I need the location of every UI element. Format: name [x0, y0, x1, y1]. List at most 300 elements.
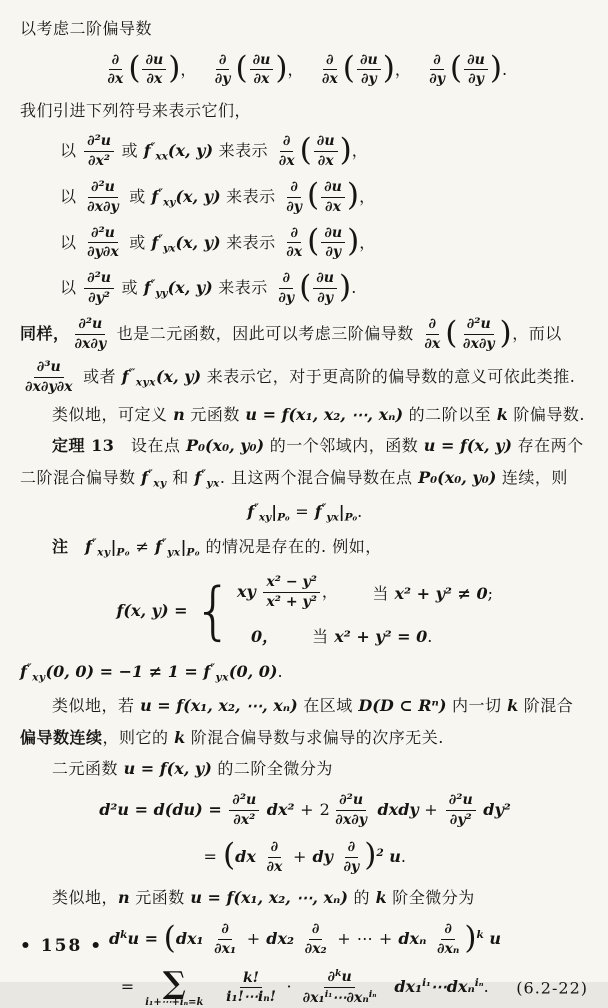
text-run: 阶偏导数. — [507, 404, 585, 424]
fraction-numerator — [446, 792, 476, 811]
math-text: ∂²u — [339, 791, 364, 808]
big-paren: ( — [163, 919, 176, 956]
math-text: ∂x — [107, 71, 124, 88]
fraction-numerator — [280, 133, 294, 152]
fraction — [250, 52, 274, 89]
math-text: P₀(x₀, y₀) — [185, 436, 265, 456]
text-run: 二元函数 — [52, 759, 124, 779]
fraction-denominator — [275, 289, 297, 307]
math-text: (0, 0) = −1 ≠ 1 = f — [45, 662, 211, 682]
superscript: i₁ — [324, 989, 333, 1001]
fraction-numerator — [430, 52, 444, 71]
math-text: ∂x₂ — [304, 940, 327, 957]
formula-dku-line-2 — [120, 964, 490, 1008]
fraction-denominator — [84, 198, 122, 216]
math-text: ∂ — [111, 51, 120, 68]
fraction — [421, 316, 443, 353]
math-text: f — [85, 537, 92, 557]
math-text: i₁!⋯iₙ! — [226, 989, 276, 1006]
fraction — [84, 133, 114, 170]
text-run: · — [280, 977, 298, 997]
fraction-denominator — [300, 988, 380, 1007]
math-text: u = f(x₁, x₂, ⋯, xₙ) — [140, 696, 298, 716]
math-text: ∂y — [360, 71, 377, 88]
math-text: ∂u — [467, 51, 485, 68]
big-paren: ( — [449, 50, 463, 87]
text-run — [69, 537, 86, 556]
fraction-denominator — [319, 70, 341, 88]
math-text: dx₁ — [175, 928, 210, 948]
fraction-numerator — [345, 839, 359, 858]
superscript: ″ — [158, 232, 164, 245]
math-text: ∂ — [433, 51, 441, 68]
math-text: u — [341, 969, 352, 986]
text-run: ， — [180, 59, 197, 79]
fraction-numerator — [250, 52, 274, 71]
fraction — [84, 270, 114, 307]
text-run: + 2 — [294, 799, 331, 819]
fraction-numerator — [109, 52, 123, 71]
math-text: dxdy — [371, 799, 419, 819]
big-paren: ( — [128, 50, 141, 87]
big-paren: ( — [299, 268, 312, 305]
math-text: dy² — [477, 799, 511, 819]
fraction-numerator — [287, 225, 301, 244]
text-run: 连续，则 — [496, 467, 568, 487]
subscript: xyx — [135, 376, 156, 389]
subscript: P₀ — [344, 512, 358, 525]
paragraph-notation-intro: 我们引进下列符号来表示它们， — [20, 101, 252, 121]
text-run: 元函数 — [129, 888, 191, 908]
math-text: (x, y) — [167, 140, 214, 160]
subscript: xx — [155, 150, 168, 163]
text-run: 或 — [116, 140, 144, 160]
math-text: ∂xₙ — [436, 940, 460, 957]
text-run: 设在点 — [114, 436, 186, 456]
math-text: f(x, y) = — [116, 601, 188, 621]
superscript: ″ — [26, 662, 33, 675]
fraction-numerator — [426, 316, 440, 335]
fraction-denominator — [263, 858, 285, 876]
fraction-denominator — [85, 289, 113, 307]
piecewise-row-1-condition — [372, 581, 493, 604]
fraction — [321, 179, 345, 216]
text-run: . — [351, 278, 357, 298]
superscript: ″ — [91, 537, 98, 550]
subscript: yy — [155, 287, 168, 300]
theorem-13-line-1 — [20, 433, 590, 459]
fraction — [276, 133, 298, 170]
subscript: P₀ — [277, 512, 290, 525]
text-run: 在区域 — [297, 696, 359, 716]
math-text: ∂y — [468, 71, 484, 88]
math-text: ∂x∂y — [74, 335, 107, 352]
math-text: ∂y² — [88, 290, 110, 307]
math-text: ∂u — [145, 51, 164, 68]
paragraph-third-order-2 — [20, 359, 590, 396]
fraction — [357, 52, 381, 89]
piecewise-brace: { — [193, 573, 233, 647]
math-text: dx₂ — [266, 928, 300, 948]
fraction — [22, 359, 76, 396]
math-text: ∂y — [214, 71, 231, 88]
text-run: = — [289, 502, 315, 522]
math-text: dxₙ — [398, 928, 432, 948]
piecewise-row-1-expression — [237, 574, 338, 611]
big-paren: ( — [299, 131, 312, 168]
superscript: k — [120, 929, 128, 942]
text-run: = — [203, 846, 223, 866]
fraction — [263, 574, 320, 611]
fraction-denominator — [314, 289, 336, 307]
fraction-numerator — [263, 574, 320, 593]
fraction-numerator — [309, 921, 323, 940]
fraction-numerator — [464, 316, 494, 335]
piecewise-row-2-condition — [312, 624, 433, 647]
math-text: ∂x — [146, 71, 163, 88]
superscript: ″ — [210, 662, 216, 675]
text-run: + — [418, 799, 444, 819]
fraction-numerator — [34, 359, 64, 378]
text-run: ，而以 — [512, 323, 562, 343]
text-run: 以 — [60, 140, 83, 160]
text-run: 来表示 — [220, 232, 282, 252]
text-run: ， — [394, 59, 412, 79]
fraction-denominator — [426, 70, 448, 88]
text-run: 以 — [60, 278, 83, 298]
fraction — [275, 270, 297, 307]
superscript: iₙ — [368, 989, 377, 1001]
math-text: u = f(x, y) — [123, 759, 212, 779]
superscript: ″ — [150, 141, 156, 154]
fraction-denominator — [322, 198, 344, 216]
math-text: ∂y — [286, 198, 302, 215]
math-text: ∂x∂y — [462, 335, 495, 352]
text-run: ; — [487, 583, 494, 603]
text-run: . — [277, 662, 284, 682]
fraction-denominator — [223, 988, 279, 1006]
big-paren: ) — [339, 268, 352, 305]
formula-d2u-line-1 — [20, 792, 590, 829]
text-run: + — [287, 846, 313, 866]
text-run: . 且这两个混合偏导数在点 — [219, 467, 419, 487]
math-text: xy — [236, 581, 262, 601]
summation-limits — [145, 997, 203, 1008]
text-run: 内一切 — [446, 696, 508, 716]
text-run: ， — [321, 581, 339, 601]
math-text: n — [173, 404, 185, 424]
big-paren: ) — [382, 50, 395, 87]
math-text: k — [375, 888, 387, 908]
fraction-denominator — [315, 152, 337, 170]
math-text: (x, y) — [155, 366, 202, 386]
math-text: ∂ — [326, 51, 334, 68]
equation-tag: (6.2-22) — [516, 978, 588, 998]
subscript: xy — [163, 196, 176, 209]
fraction — [460, 316, 498, 353]
paragraph-k-order-2 — [20, 725, 590, 751]
math-text: ∂ — [290, 224, 298, 241]
text-run: 和 — [166, 467, 195, 487]
fraction-denominator — [283, 198, 305, 216]
fraction-numerator — [75, 316, 105, 335]
fraction-denominator — [22, 378, 76, 396]
math-text: ∂ — [347, 838, 356, 855]
math-text: ⋯∂xₙ — [332, 990, 369, 1007]
math-text: ∂x² — [233, 811, 256, 828]
subscript: yx — [215, 672, 229, 685]
fraction-denominator — [465, 70, 487, 88]
superscript: ″ — [254, 502, 259, 515]
math-text: k — [507, 696, 519, 716]
big-paren: ( — [445, 314, 458, 351]
math-text: P₀(x₀, y₀) — [418, 467, 497, 487]
math-text: ∂ — [311, 920, 320, 937]
math-text: ∂²u — [87, 270, 112, 287]
text-run: = — [120, 977, 141, 997]
math-text: dx — [235, 846, 262, 866]
math-text: ∂²u — [90, 224, 115, 241]
math-text: f — [314, 502, 322, 522]
math-text: ∂x — [317, 152, 334, 169]
text-run: 或 — [116, 278, 144, 298]
text-run: + — [241, 928, 267, 948]
text-run: . — [400, 846, 407, 866]
formula-dku-line-1 — [20, 921, 590, 958]
fraction-denominator — [332, 811, 370, 829]
big-paren: ) — [364, 837, 377, 874]
math-text: ∂y∂x — [87, 244, 119, 261]
subscript: yx — [167, 546, 181, 559]
fraction — [332, 792, 370, 829]
sigma-icon: ∑ — [162, 964, 186, 1001]
math-text: f — [155, 537, 162, 557]
math-text: (0, 0) — [228, 662, 278, 682]
math-text: d²u = d(du) = — [99, 799, 228, 819]
superscript: 2 — [376, 846, 384, 859]
math-text: u = f(x₁, x₂, ⋯, xₙ) — [190, 888, 348, 908]
text-run: 来表示 — [213, 140, 274, 160]
big-paren: ) — [489, 50, 503, 87]
fraction — [84, 179, 122, 216]
math-text: ∂ — [270, 838, 279, 855]
text-run: ， — [351, 140, 369, 160]
math-text: ∂x₁ — [302, 990, 325, 1007]
fraction — [263, 839, 285, 876]
math-text: ∂x₁ — [214, 940, 237, 957]
math-text: ∂x — [424, 335, 441, 352]
superscript: ″ — [147, 468, 154, 481]
superscript: k — [335, 968, 342, 980]
fraction-denominator — [263, 593, 320, 611]
text-run: . — [483, 977, 490, 997]
math-text: ∂x — [253, 71, 270, 88]
fraction-numerator — [218, 921, 232, 940]
math-text: ∂u — [252, 51, 271, 68]
fraction-denominator — [251, 70, 273, 88]
piecewise-row-2 — [237, 624, 494, 647]
subscript: P₀ — [116, 546, 130, 559]
text-run: 阶混合 — [518, 696, 574, 716]
math-text: D(D ⊂ Rⁿ) — [358, 696, 447, 716]
text-run: 类似地，若 — [52, 696, 141, 716]
notation-line-uxy — [60, 179, 590, 216]
math-text: f — [20, 662, 27, 682]
fraction-denominator — [72, 335, 110, 353]
fraction-denominator — [84, 243, 122, 261]
fraction — [464, 52, 488, 89]
math-text: ∂ — [221, 920, 229, 937]
text-run: 来表示 — [212, 278, 274, 298]
math-text: | — [110, 537, 117, 557]
math-text: ∂x — [266, 858, 283, 875]
text-run: 也是二元函数，因此可以考虑三阶偏导数 — [111, 323, 420, 343]
text-run: 以 — [60, 186, 83, 206]
fraction-denominator — [104, 70, 126, 88]
paragraph-third-order-1 — [20, 316, 590, 353]
fraction-denominator — [211, 940, 239, 958]
subscript: xy — [32, 672, 46, 685]
text-run: 或 — [123, 186, 152, 206]
text-run: 当 — [312, 627, 335, 647]
subscript: xy — [258, 512, 272, 525]
math-text: dx₁ — [394, 977, 423, 997]
fraction-denominator — [434, 940, 462, 958]
formula-piecewise — [20, 574, 590, 648]
superscript: ‴ — [128, 366, 136, 379]
text-run: 的一个邻域内，函数 — [264, 436, 424, 456]
text-run: 元函数 — [184, 404, 246, 424]
piecewise-row-2-expression — [251, 624, 278, 647]
superscript: ″ — [158, 186, 164, 199]
fraction-numerator — [268, 839, 282, 858]
subscript: xy — [153, 477, 167, 490]
math-text: u = f(x₁, x₂, ⋯, xₙ) — [245, 404, 404, 424]
math-text: ∂x∂y — [335, 811, 367, 828]
math-text: ∂y — [343, 858, 360, 875]
fraction — [321, 225, 345, 262]
math-text: | — [180, 537, 187, 557]
subscript: yx — [326, 512, 339, 525]
fraction-denominator — [143, 70, 165, 88]
fraction — [72, 316, 110, 353]
big-paren: ( — [222, 837, 236, 874]
text-run: 或者 — [77, 366, 122, 386]
fraction-numerator — [321, 225, 345, 244]
big-paren: ) — [499, 314, 513, 351]
subscript: xy — [97, 546, 111, 559]
text-run: 当 — [372, 583, 395, 603]
math-text: ∂x — [321, 71, 338, 88]
math-text: n — [118, 888, 130, 908]
math-text: dy — [312, 846, 339, 866]
fraction — [426, 52, 448, 89]
math-text: 0， — [250, 627, 279, 647]
formula-mixed-values — [20, 659, 590, 687]
text-run: 阶全微分为 — [386, 888, 475, 908]
math-text: f — [141, 467, 148, 487]
fraction-numerator — [464, 52, 488, 71]
big-paren: ) — [346, 177, 360, 214]
formula-dku-line-2-wrap — [20, 964, 590, 1008]
fraction-denominator — [85, 152, 113, 170]
fraction-numerator — [313, 270, 337, 289]
fraction-numerator — [84, 270, 114, 289]
text-run: . — [502, 59, 508, 79]
math-text: ∂u — [324, 224, 343, 241]
fraction-denominator — [212, 70, 234, 88]
subscript: yx — [163, 242, 176, 255]
math-text: ∂ — [290, 178, 298, 195]
math-text: x² + y² = 0 — [334, 627, 428, 647]
big-paren: ) — [275, 50, 288, 87]
fraction-numerator — [357, 52, 381, 71]
summation — [145, 964, 204, 1008]
fraction-denominator — [421, 335, 443, 353]
fraction — [211, 921, 239, 958]
math-text: i₁+⋯+iₙ=k — [145, 997, 204, 1008]
fraction — [104, 52, 126, 89]
fraction — [229, 792, 259, 829]
fraction-numerator — [441, 921, 455, 940]
big-paren: ) — [464, 919, 477, 956]
fraction — [313, 270, 337, 307]
math-text: f — [143, 278, 151, 298]
math-text: f — [247, 502, 255, 522]
fraction — [300, 968, 380, 1007]
fraction-numerator — [336, 792, 366, 811]
fraction-denominator — [322, 243, 344, 261]
math-text: ∂ — [282, 132, 291, 149]
math-text: k — [174, 727, 186, 747]
math-text: ∂ — [327, 969, 336, 986]
big-paren: ) — [347, 223, 360, 260]
math-text: ∂x² — [88, 152, 111, 169]
fraction-numerator — [287, 179, 301, 198]
text-run: 或 — [123, 232, 152, 252]
fraction — [302, 921, 330, 958]
fraction-numerator — [240, 970, 262, 989]
math-text: k — [496, 404, 508, 424]
math-text: u — [483, 928, 502, 948]
fraction-denominator — [283, 243, 305, 261]
fraction-numerator — [142, 52, 166, 71]
paragraph-intro: 以考虑二阶偏导数 — [20, 19, 153, 38]
math-text: ∂²u — [90, 178, 115, 195]
fraction-denominator — [276, 152, 298, 170]
fraction — [142, 52, 166, 89]
math-text: ∂²u — [78, 316, 103, 333]
fraction-numerator — [84, 133, 114, 152]
math-text: ∂u — [316, 132, 335, 149]
fraction-numerator — [229, 792, 259, 811]
superscript: ″ — [161, 537, 168, 550]
math-text: ⋯dxₙ — [430, 977, 475, 997]
text-run: ，则它的 — [102, 727, 175, 747]
math-text: ∂ — [282, 270, 290, 287]
big-paren: ( — [235, 50, 248, 87]
text-run: 同样， — [20, 323, 70, 343]
math-text: ∂ — [218, 51, 227, 68]
math-text: u = f(x, y) — [423, 436, 512, 456]
math-text: ∂²u — [448, 791, 473, 808]
fraction — [434, 921, 462, 958]
fraction — [314, 133, 338, 170]
fraction — [283, 225, 305, 262]
paragraph-second-differential-intro — [20, 756, 590, 782]
math-text: | — [338, 502, 345, 522]
fraction — [341, 839, 363, 876]
